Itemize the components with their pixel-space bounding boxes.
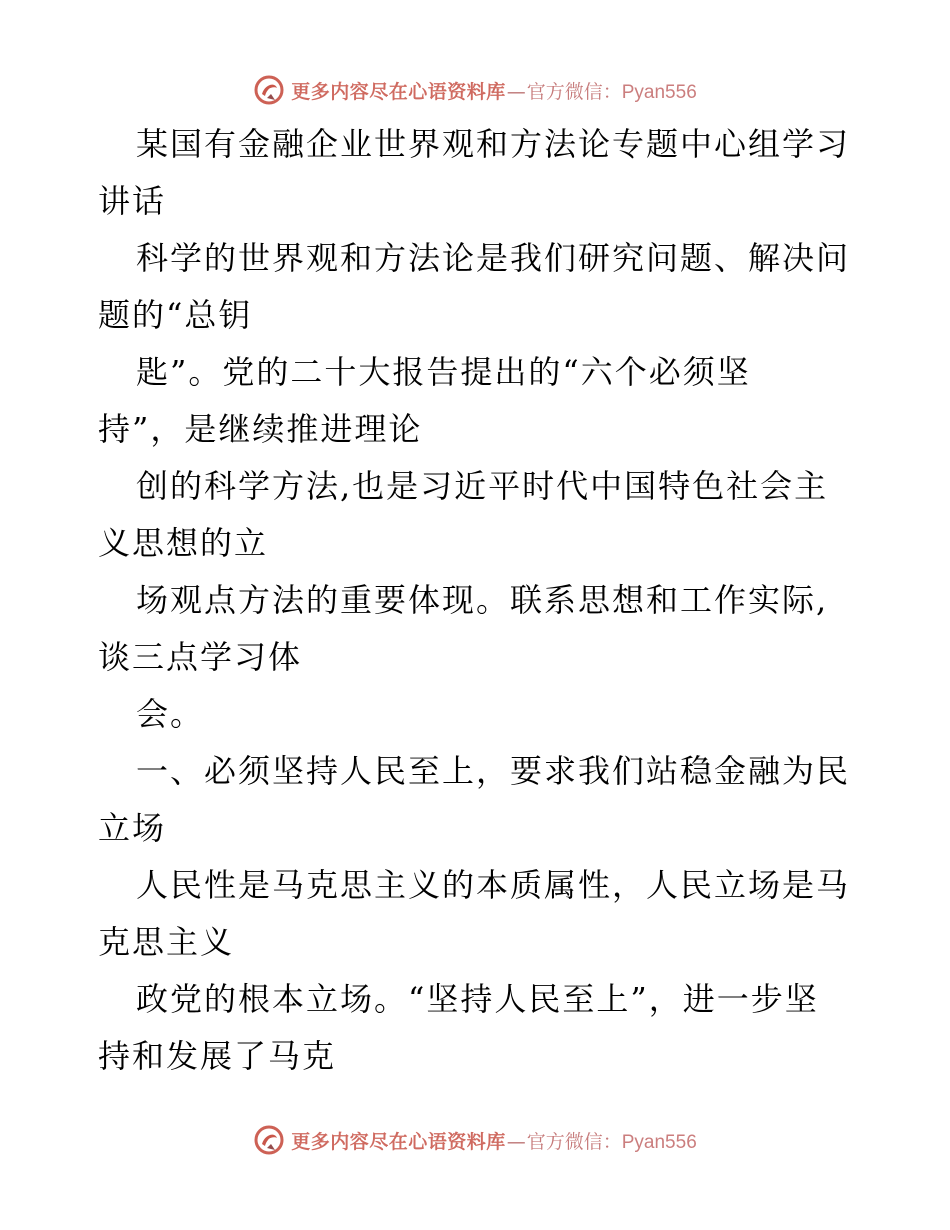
header-watermark [0,70,950,110]
doc-text-line: 匙”。党的二十大报告提出的“六个必须坚 [136,353,751,391]
doc-title-line: 某国有金融企业世界观和方法论专题中心组学习 [136,125,851,163]
watermark-separator: — [506,1130,526,1153]
swirl-logo-icon [253,74,285,106]
doc-heading-line: 立场 [98,809,167,847]
doc-text-line: 科学的世界观和方法论是我们研究问题、解决问 [136,239,851,277]
watermark-main-text: 更多内容尽在心语资料库 [291,80,506,103]
doc-text-line: 持”，是继续推进理论 [98,410,423,448]
doc-text-line: 持和发展了马克 [98,1037,337,1075]
doc-text-line: 场观点方法的重要体现。联系思想和工作实际, [136,581,829,619]
watermark-wechat-label: 官方微信： [526,1130,622,1153]
footer-watermark [0,1120,950,1160]
document-body [98,116,858,1085]
watermark-wechat-id: Pyan556 [621,81,697,103]
doc-text-line: 题的“总钥 [98,296,253,334]
doc-heading-line: 一、必须坚持人民至上，要求我们站稳金融为民 [136,752,851,790]
watermark-wechat-id: Pyan556 [621,1131,697,1153]
watermark-separator: — [506,80,526,103]
doc-text-line: 会。 [136,695,205,733]
doc-text-line: 义思想的立 [98,524,269,562]
doc-text-line: 政党的根本立场。“坚持人民至上”，进一步坚 [136,980,819,1018]
watermark-wechat-label: 官方微信： [526,80,622,103]
watermark-text [291,1127,697,1154]
swirl-logo-icon [253,1124,285,1156]
doc-text-line: 人民性是马克思主义的本质属性，人民立场是马 [136,866,851,904]
watermark-main-text: 更多内容尽在心语资料库 [291,1130,506,1153]
doc-text-line: 克思主义 [98,923,235,961]
doc-text-line: 创的科学方法,也是习近平时代中国特色社会主 [136,467,829,505]
watermark-text [291,77,697,104]
doc-title-line: 讲话 [98,182,167,220]
doc-text-line: 谈三点学习体 [98,638,303,676]
